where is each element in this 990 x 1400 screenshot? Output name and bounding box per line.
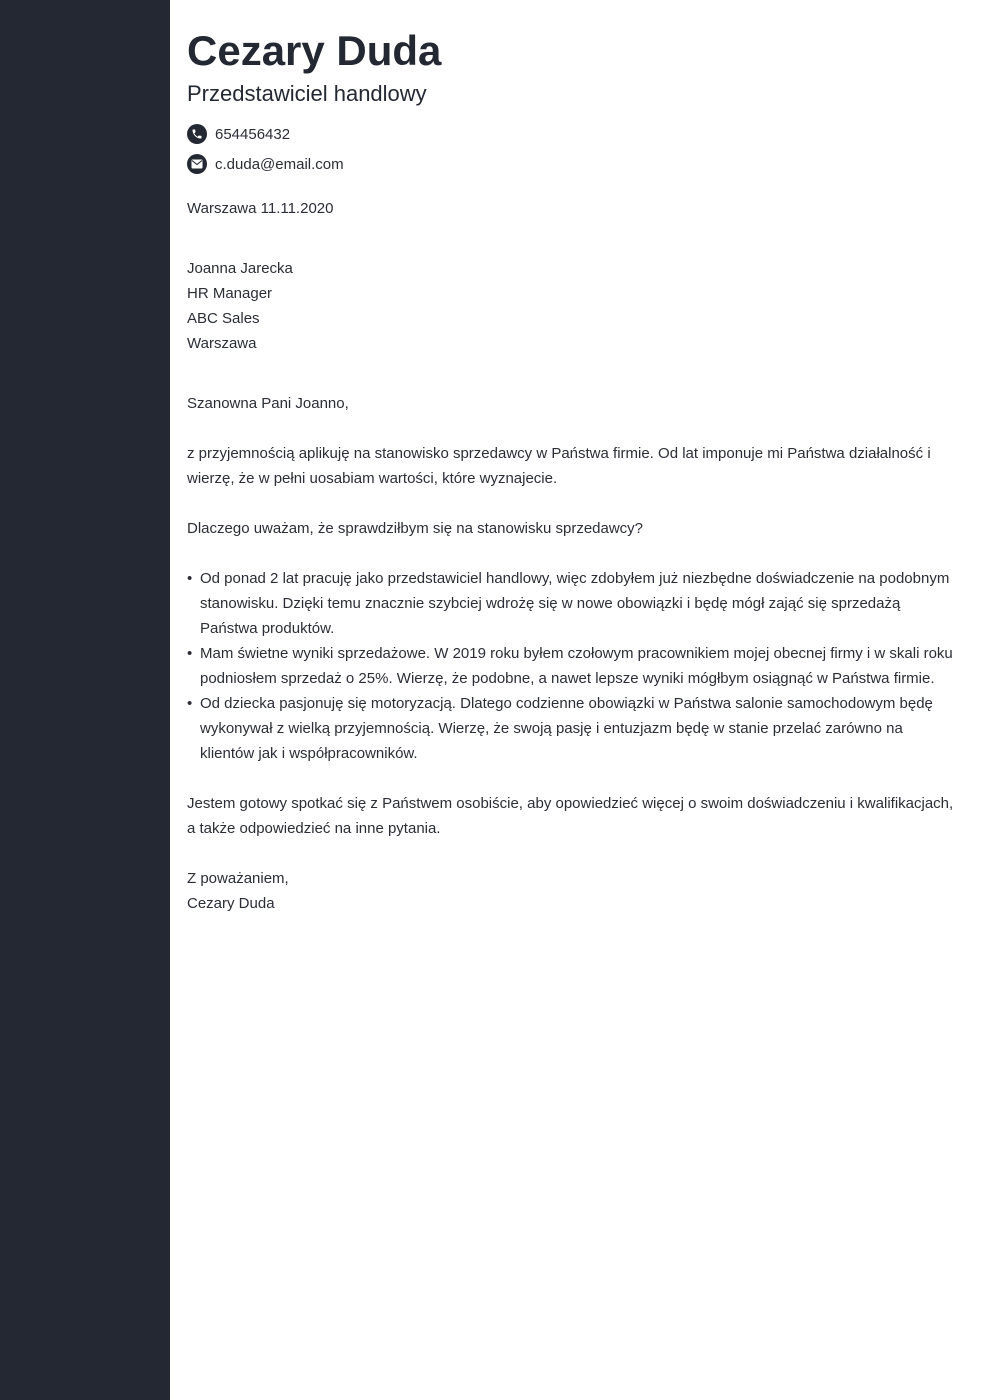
sender-job-title: Przedstawiciel handlowy <box>187 81 427 106</box>
email-address[interactable]: c.duda@email.com <box>215 155 344 173</box>
reasons-list <box>187 566 957 766</box>
closing-paragraph: Jestem gotowy spotkać się z Państwem osobiście, aby opowiedzieć więcej o swoim doświadczeniu i kwalifikacjach, a także odpowiedzieć na inne pytania. <box>187 795 954 837</box>
envelope-icon <box>187 154 207 174</box>
intro-paragraph: z przyjemnością aplikuję na stanowisko sprzedawcy w Państwa firmie. Od lat imponuje mi Państwa działalność i wierzę, że w pełni uosabiam wartości, które wyznajecie. <box>187 445 931 487</box>
sender-name: Cezary Duda <box>187 27 442 74</box>
bullet-marker: • <box>187 645 193 662</box>
list-item-text: Od dziecka pasjonuję się motoryzacją. Dlatego codzienne obowiązki w Państwa salonie samochodowym będę wykonywał z wielką przyjemnością. Wierzę, że swoją pasję i entuzjazm będę w stanie przelać zarówno na klientów jak i współpracowników. <box>200 695 933 762</box>
list-item-text: Od ponad 2 lat pracuję jako przedstawiciel handlowy, więc zdobyłem już niezbędne doświadczenie na podobnym stanowisku. Dzięki temu znacznie szybciej wdrożę się w nowe obowiązki i będę mógł zająć się sprzedażą Państwa produktów. <box>200 570 950 637</box>
recipient-position: HR Manager <box>187 285 273 302</box>
bullet-marker: • <box>187 570 193 587</box>
contact-email <box>187 153 344 175</box>
sign-off: Z poważaniem, <box>187 870 289 887</box>
question-paragraph: Dlaczego uważam, że sprawdziłbym się na stanowisku sprzedawcy? <box>187 520 644 537</box>
greeting: Szanowna Pani Joanno, <box>187 395 349 412</box>
list-item-text: Mam świetne wyniki sprzedażowe. W 2019 roku byłem czołowym pracownikiem mojej obecnej firmy i w skali roku podniosłem sprzedaż o 25%. Wierzę, że podobne, a nawet lepsze wyniki mógłbym osiągnąć w Państwa firmie. <box>200 645 953 687</box>
bullet-marker: • <box>187 695 193 712</box>
place-date: Warszawa 11.11.2020 <box>187 200 334 217</box>
recipient-city: Warszawa <box>187 335 257 352</box>
recipient-company: ABC Sales <box>187 310 260 327</box>
recipient-name: Joanna Jarecka <box>187 260 293 277</box>
contact-phone <box>187 123 290 145</box>
letter-body <box>187 196 957 916</box>
sidebar-panel <box>0 0 170 1400</box>
list-item <box>187 566 957 641</box>
list-item <box>187 641 957 691</box>
signature: Cezary Duda <box>187 895 275 912</box>
phone-number: 654456432 <box>215 125 291 143</box>
list-item <box>187 691 957 766</box>
phone-icon <box>187 124 207 144</box>
